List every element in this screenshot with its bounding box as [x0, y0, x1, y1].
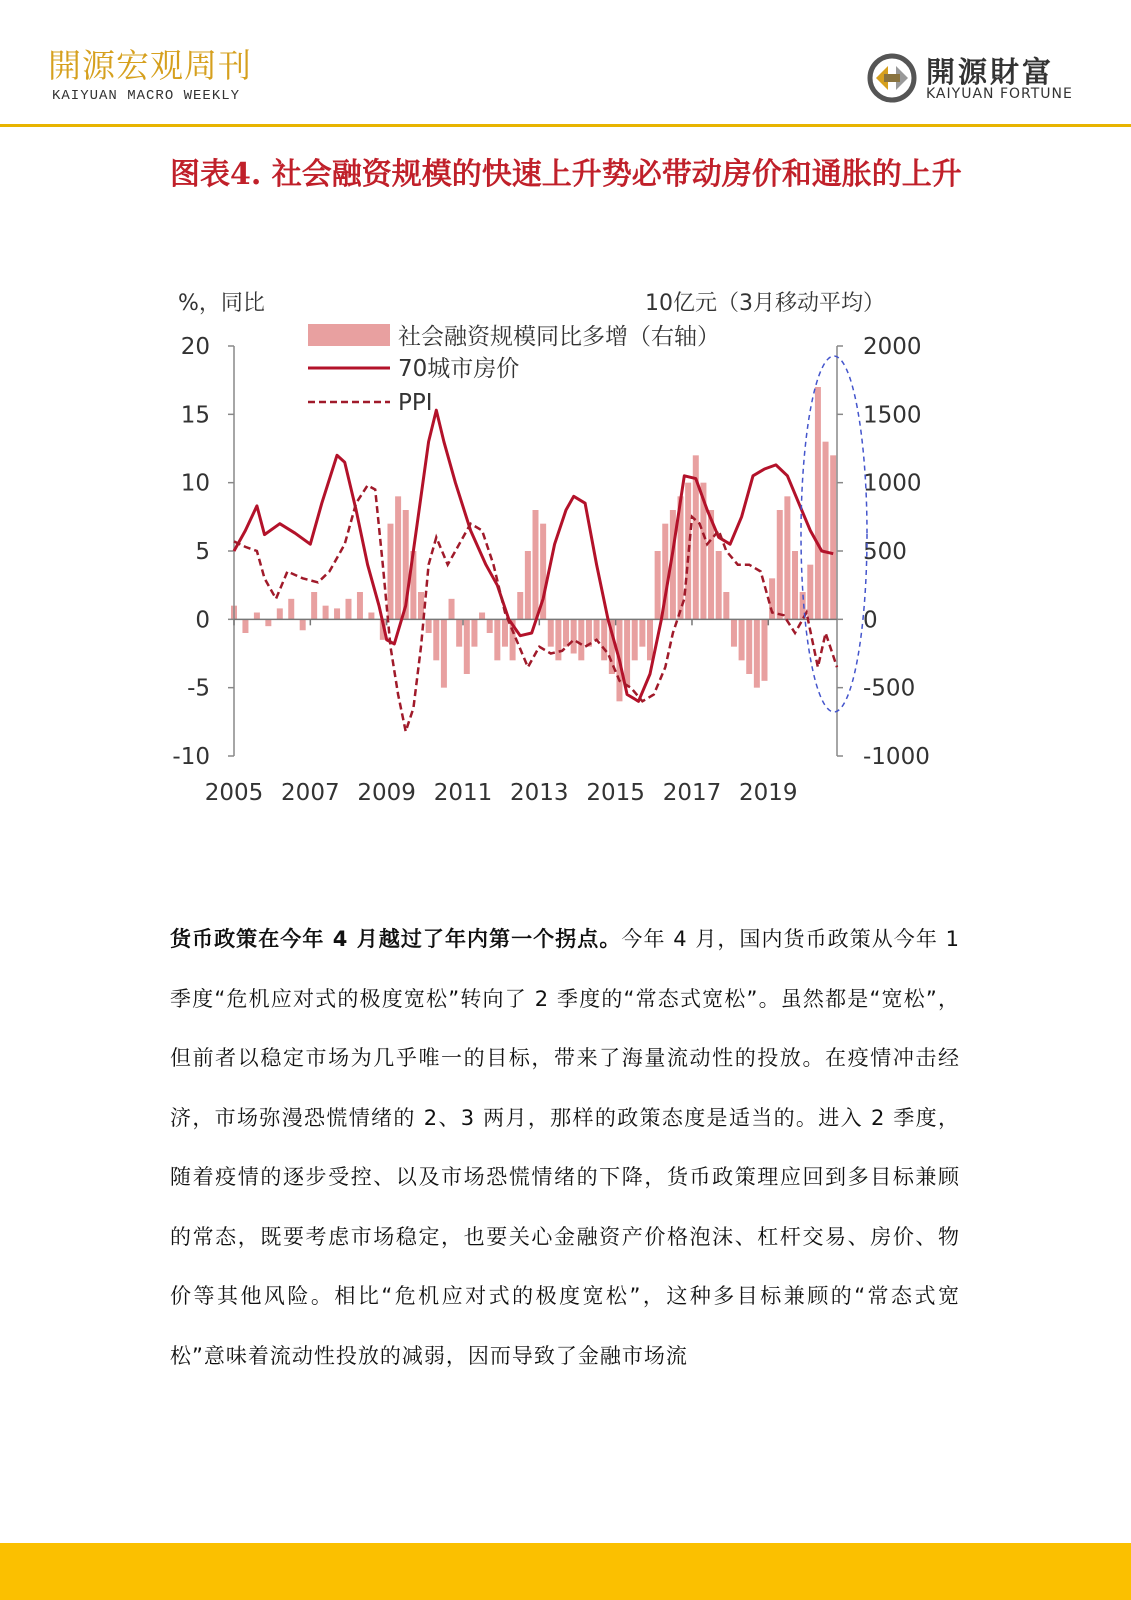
right-tick-label: 2000 [863, 334, 922, 360]
left-tick-label: -10 [172, 744, 210, 770]
bar [639, 619, 645, 646]
bar [578, 619, 584, 660]
bar [716, 551, 722, 619]
bar [731, 619, 737, 646]
bar [449, 599, 455, 620]
bar [746, 619, 752, 674]
bar [815, 387, 821, 619]
x-tick-label: 2015 [586, 780, 645, 806]
bar [456, 619, 462, 646]
bar [334, 608, 340, 619]
bar [525, 551, 531, 619]
x-tick-label: 2011 [433, 780, 493, 806]
chart [170, 282, 970, 842]
x-tick-label: 2009 [357, 780, 416, 806]
bar [441, 619, 447, 687]
bar [502, 619, 508, 646]
bar [548, 619, 554, 646]
logo-text-en: KAIYUAN FORTUNE [926, 86, 1073, 102]
bar [345, 599, 351, 620]
bar [387, 524, 393, 620]
bar-series [231, 387, 836, 701]
x-tick-label: 2005 [204, 780, 264, 806]
header-subtitle: KAIYUAN MACRO WEEKLY [52, 88, 241, 104]
header-title: 開源宏观周刊 [48, 46, 252, 85]
bar [624, 619, 630, 687]
left-unit-label: %，同比 [178, 291, 265, 316]
legend-label-house: 70城市房价 [398, 356, 520, 382]
bar [761, 619, 767, 681]
bar [807, 565, 813, 620]
x-tick-label: 2013 [510, 780, 569, 806]
bar [571, 619, 577, 653]
legend [308, 324, 720, 416]
bar [594, 619, 600, 640]
bar [323, 606, 329, 620]
left-tick-label: 0 [195, 607, 210, 634]
bar [647, 619, 653, 660]
bar [487, 619, 493, 633]
right-tick-label: 500 [863, 539, 907, 565]
bar [754, 619, 760, 687]
bar [464, 619, 470, 674]
body-paragraph [170, 910, 960, 1386]
left-tick-label: 5 [195, 539, 210, 565]
bar [777, 510, 783, 619]
kaiyuan-logo-icon [866, 52, 918, 104]
bar [784, 496, 790, 619]
body-lead: 货币政策在今年 4 月越过了年内第一个拐点。 [170, 927, 622, 951]
bar [300, 619, 306, 630]
footer-bar [0, 1543, 1131, 1600]
left-tick-label: -5 [187, 675, 210, 702]
right-tick-label: -1000 [863, 744, 930, 770]
bar [368, 613, 374, 620]
bar [265, 619, 271, 626]
bar [533, 510, 539, 619]
x-tick-label: 2017 [662, 780, 722, 806]
header-divider [0, 124, 1131, 127]
legend-swatch-bar [308, 324, 390, 346]
figure-title: 图表4. 社会融资规模的快速上升势必带动房价和通胀的上升 [170, 157, 962, 192]
x-tick-label: 2019 [739, 780, 798, 806]
right-tick-label: 1000 [863, 470, 922, 497]
logo-text-cn: 開源財富 [926, 55, 1055, 89]
bar [586, 619, 592, 646]
bar [830, 455, 836, 619]
bar [311, 592, 317, 619]
bar [655, 551, 661, 619]
left-tick-label: 10 [180, 470, 210, 497]
bar [601, 619, 607, 660]
right-tick-label: 1500 [863, 402, 922, 429]
bar [254, 613, 260, 620]
right-unit-label: 10亿元（3月移动平均） [645, 291, 885, 316]
bar [555, 619, 561, 660]
bar [479, 613, 485, 620]
right-tick-label: 0 [863, 607, 878, 634]
right-tick-label: -500 [863, 675, 916, 702]
legend-label-bar: 社会融资规模同比多增（右轴） [398, 324, 720, 350]
bar [471, 619, 477, 646]
bar [288, 599, 294, 620]
left-tick-label: 15 [180, 402, 210, 429]
bar [494, 619, 500, 660]
bar [823, 442, 829, 620]
bar [395, 496, 401, 619]
bar [517, 592, 523, 619]
bar [277, 608, 283, 619]
bar [357, 592, 363, 619]
x-tick-label: 2007 [281, 780, 340, 806]
bar [632, 619, 638, 660]
bar [426, 619, 432, 633]
bar [433, 619, 439, 660]
left-tick-label: 20 [180, 334, 210, 360]
bar [792, 551, 798, 619]
bar [563, 619, 569, 646]
bar [739, 619, 745, 660]
bar [242, 619, 248, 633]
body-text: 今年 4 月，国内货币政策从今年 1 季度“危机应对式的极度宽松”转向了 2 季度的“常态式宽松”。虽然都是“宽松”，但前者以稳定市场为几乎唯一的目标，带来了海量流动性的投放。在疫情冲击经济，市场弥漫恐慌情绪的 2、3 两月，那样的政策态度是适当的。进入 2 季度，随着疫情的逐步受控、以及市场恐慌情绪的下降，货币政策理应回到多目标兼顾的常态，既要考虑市场稳定，也要关心金融资产价格泡沫、杠杆交易、房价、物价等其他风险。相比“危机应对式的极度宽松”，这种多目标兼顾的“常态式宽松”意味着流动性投放的减弱，因而导致了金融市场流 [170, 927, 961, 1368]
bar [723, 592, 729, 619]
legend-label-ppi: PPI [398, 390, 433, 416]
